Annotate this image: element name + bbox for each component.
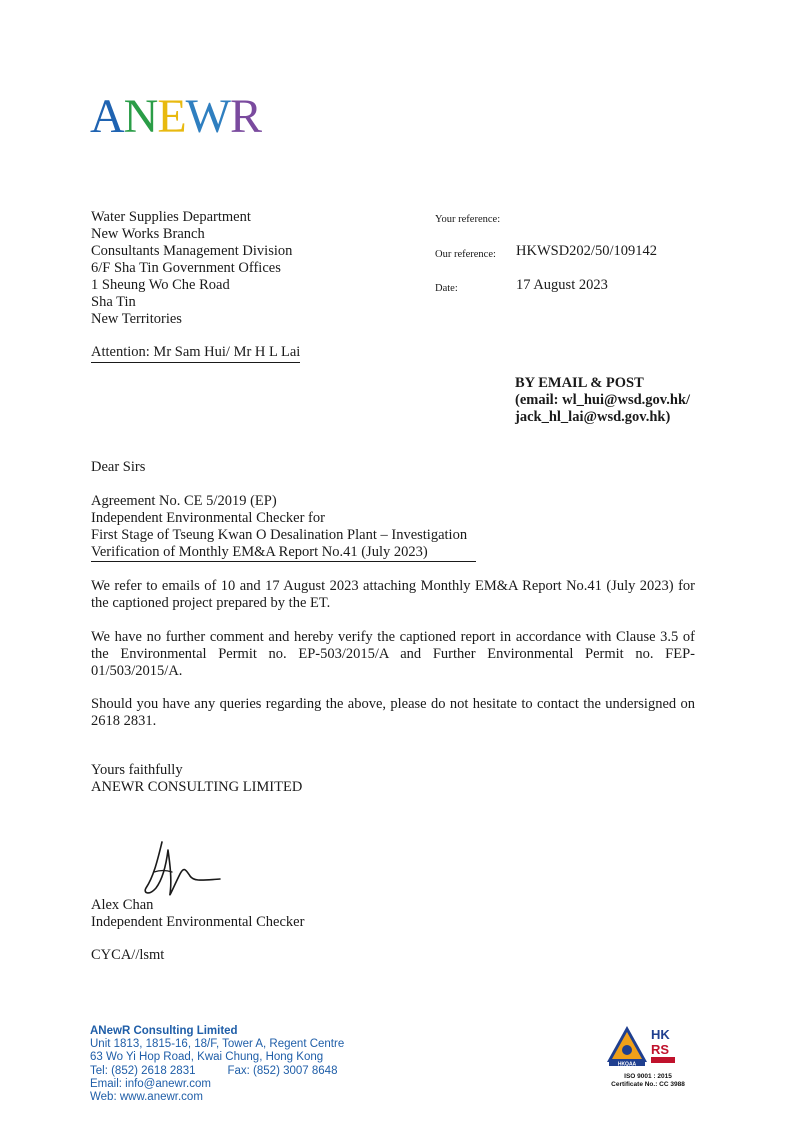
signer-block	[91, 897, 304, 931]
your-reference-label: Your reference:	[435, 214, 501, 225]
logo-letter: A	[90, 90, 124, 143]
attention-line	[91, 344, 300, 363]
delivery-method	[515, 375, 690, 426]
footer-address-line: Unit 1813, 1815-16, 18/F, Tower A, Regent Centre	[90, 1038, 345, 1051]
recipient-line: 6/F Sha Tin Government Offices	[91, 260, 281, 276]
closing	[91, 762, 302, 796]
logo-letter: R	[229, 90, 261, 143]
recipient-address	[91, 209, 411, 328]
logo-letter: E	[157, 90, 186, 143]
recipient-line: Consultants Management Division	[91, 243, 293, 259]
footer-company-name: ANewR Consulting Limited	[90, 1025, 238, 1037]
date-value: 17 August 2023	[516, 277, 608, 293]
paragraph-2: We have no further comment and hereby verify the captioned report in accordance with Clause 3.5 of the Environmental Permit no. EP-503/2015/A and Further Environmental Permit no. FEP- 01/503/2015/A.	[91, 629, 695, 679]
salutation: Dear Sirs	[91, 459, 146, 475]
subject-line-underlined: Verification of Monthly EM&A Report No.41 (July 2023)	[91, 544, 476, 562]
closing-text: Yours faithfully	[91, 762, 183, 778]
hkqaa-badge-text: HKQAA	[617, 1061, 637, 1068]
attention-text: Attention: Mr Sam Hui/ Mr H L Lai	[91, 344, 301, 360]
delivery-line: BY EMAIL & POST	[515, 375, 644, 391]
signer-title: Independent Environmental Checker	[91, 914, 305, 930]
subject-line: First Stage of Tseung Kwan O Desalination Plant – Investigation	[91, 527, 468, 543]
certificate-number: Certificate No.: CC 3988	[611, 1081, 685, 1088]
recipient-line: New Territories	[91, 311, 182, 327]
footer-email: Email: info@anewr.com	[90, 1077, 211, 1090]
iso-label: ISO 9001 : 2015	[624, 1073, 672, 1080]
hkqaa-badge-icon	[603, 1024, 693, 1068]
footer-web: Web: www.anewr.com	[90, 1091, 203, 1104]
footer-phone-row	[90, 1065, 510, 1078]
certification-logos	[603, 1024, 693, 1088]
hk-mark-text: HK	[651, 1027, 670, 1042]
recipient-line: Sha Tin	[91, 294, 136, 310]
logo-letter: N	[123, 90, 158, 143]
anewr-logo	[90, 92, 261, 142]
signature-image	[140, 836, 230, 902]
subject-line: Independent Environmental Checker for	[91, 510, 325, 526]
our-reference-value: HKWSD202/50/109142	[516, 243, 657, 259]
paragraph-3: Should you have any queries regarding the above, please do not hesitate to contact the undersigned on 2618 2831.	[91, 696, 695, 729]
subject-block	[91, 493, 491, 562]
our-reference-label: Our reference:	[435, 249, 496, 260]
recipient-line: Water Supplies Department	[91, 209, 251, 225]
logo-letter: W	[185, 90, 230, 143]
recipient-line: 1 Sheung Wo Che Road	[91, 277, 230, 293]
footer-contact	[90, 1025, 510, 1104]
footer-address-line: 63 Wo Yi Hop Road, Kwai Chung, Hong Kong	[90, 1051, 324, 1064]
rs-mark-text: RS	[651, 1042, 670, 1057]
delivery-line: jack_hl_lai@wsd.gov.hk)	[515, 409, 671, 425]
signer-name: Alex Chan	[91, 897, 154, 913]
paragraph-1: We refer to emails of 10 and 17 August 2023 attaching Monthly EM&A Report No.41 (July 2023) for the captioned project prepared by the ET.	[91, 578, 695, 611]
footer-fax: Fax: (852) 3007 8648	[227, 1064, 338, 1077]
recipient-line: New Works Branch	[91, 226, 205, 242]
reference-initials: CYCA//lsmt	[91, 947, 165, 963]
subject-line: Agreement No. CE 5/2019 (EP)	[91, 493, 277, 509]
company-name: ANEWR CONSULTING LIMITED	[91, 779, 303, 795]
delivery-line: (email: wl_hui@wsd.gov.hk/	[515, 392, 691, 408]
footer-tel: Tel: (852) 2618 2831	[90, 1064, 196, 1077]
date-label: Date:	[435, 283, 458, 294]
